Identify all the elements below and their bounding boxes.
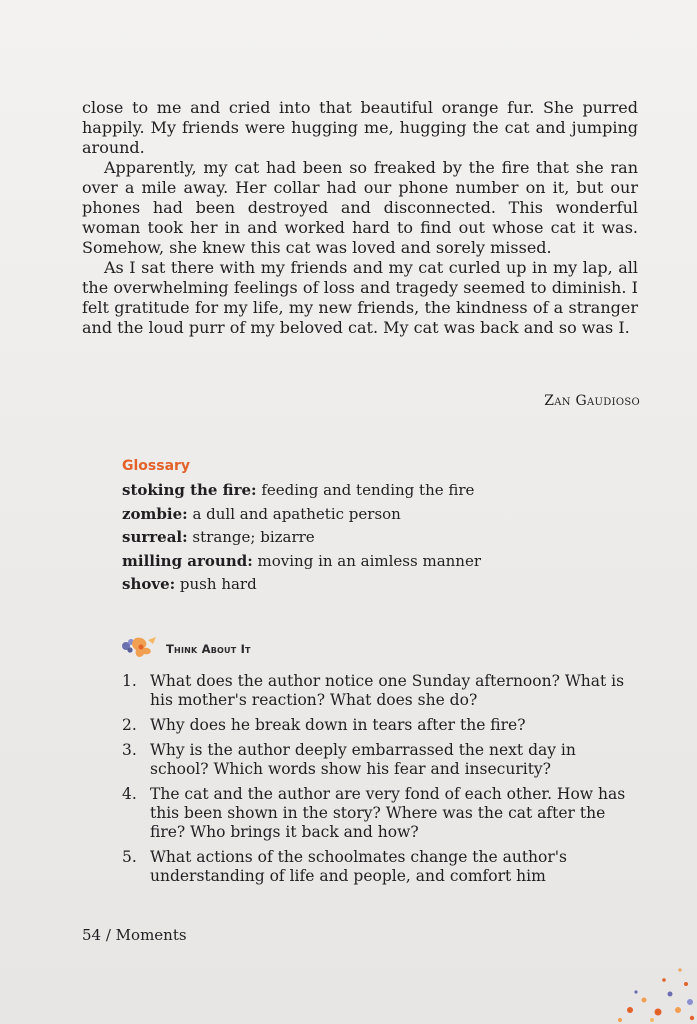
floral-decoration-icon: [560, 940, 697, 1024]
question-item: [122, 672, 638, 710]
question-text: What does the author notice one Sunday afternoon? What is his mother's reaction? What does she do?: [150, 672, 625, 709]
glossary-entry: [122, 503, 542, 527]
story-text: [82, 98, 638, 338]
glossary-definition: strange; bizarre: [187, 528, 315, 546]
think-about-it-header: [118, 636, 251, 662]
glossary-definition: moving in an aimless manner: [252, 551, 482, 570]
story-paragraph: close to me and cried into that beautiful orange fur. She purred happily. My friends were hugging me, hugging the cat and jumping around.: [82, 98, 638, 157]
glossary-term: shove:: [122, 575, 176, 593]
flower-icon: [118, 634, 160, 664]
glossary-section: [122, 456, 542, 597]
question-text: The cat and the author are very fond of each other. How has this been shown in the story? Where was the cat after the fire? Who brings it back and how?: [150, 785, 626, 841]
glossary-definition: a dull and apathetic person: [187, 504, 401, 523]
question-list: [122, 672, 638, 892]
question-number: 1.: [122, 672, 137, 690]
think-about-it-title: Think About It: [166, 642, 251, 656]
glossary-entry: [122, 479, 542, 503]
question-item: [122, 741, 638, 779]
question-item: [122, 848, 638, 886]
glossary-term: zombie:: [122, 504, 188, 523]
question-text: What actions of the schoolmates change the author's understanding of life and people, and comfort him: [150, 848, 567, 885]
question-number: 5.: [122, 848, 137, 866]
glossary-term: stoking the fire:: [122, 481, 257, 499]
glossary-definition: push hard: [175, 575, 257, 593]
question-number: 3.: [122, 741, 137, 759]
question-number: 4.: [122, 785, 137, 803]
author-name: Zan Gaudioso: [544, 393, 640, 409]
story-paragraph: Apparently, my cat had been so freaked by the fire that she ran over a mile away. Her collar had our phone number on it, but our phones had been destroyed and disconnected. This wonderful woman took her in and worked hard to find out whose cat it was. Somehow, she knew this cat was loved and sorely missed.: [82, 158, 638, 257]
question-item: [122, 785, 638, 842]
story-paragraph: As I sat there with my friends and my cat curled up in my lap, all the overwhelming feelings of loss and tragedy seemed to diminish. I felt gratitude for my life, my new friends, the kindness of a stranger and the loud purr of my beloved cat. My cat was back and so was I.: [82, 258, 638, 337]
question-text: Why does he break down in tears after the fire?: [150, 716, 526, 734]
question-number: 2.: [122, 716, 137, 734]
page-footer: 54 / Moments: [82, 926, 187, 944]
glossary-definition: feeding and tending the fire: [256, 481, 475, 499]
glossary-entry: [122, 573, 542, 597]
glossary-term: surreal:: [122, 528, 188, 546]
glossary-entry: [122, 526, 542, 550]
glossary-term: milling around:: [122, 551, 253, 570]
glossary-entry: [122, 550, 542, 574]
question-item: [122, 716, 638, 735]
glossary-heading: Glossary: [122, 458, 191, 474]
question-text: Why is the author deeply embarrassed the next day in school? Which words show his fear and insecurity?: [150, 741, 576, 778]
